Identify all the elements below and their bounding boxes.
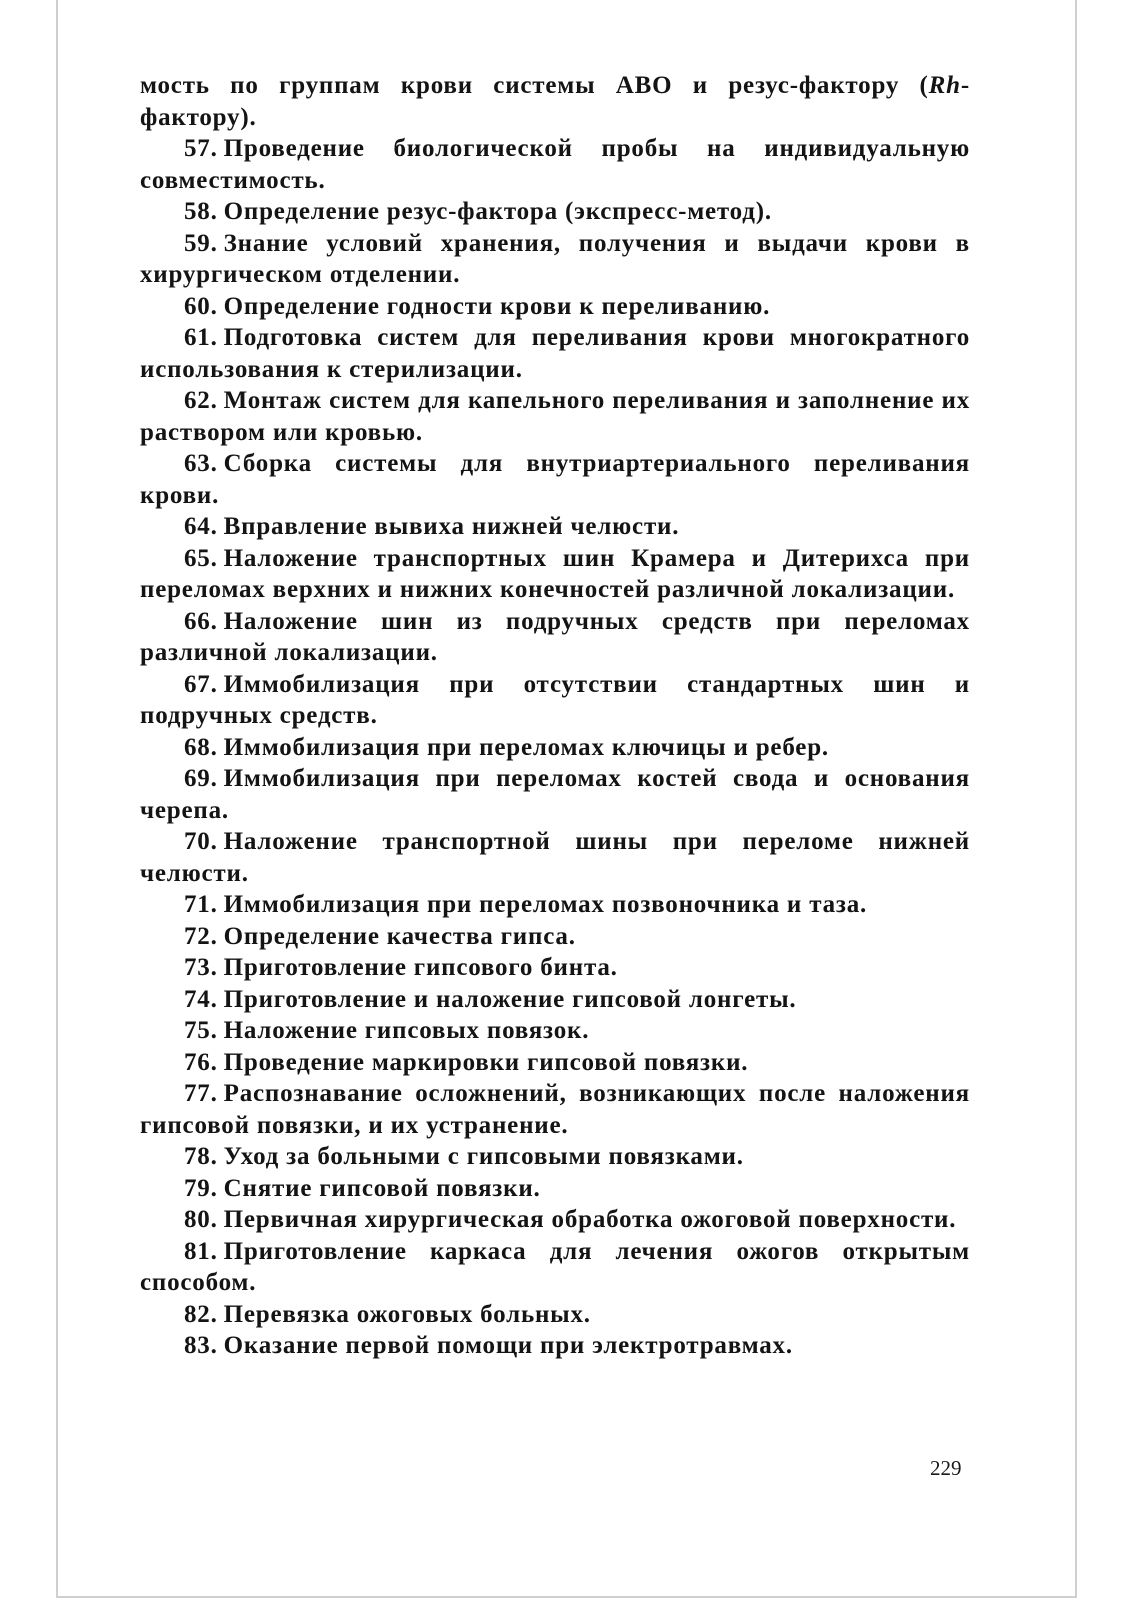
item-text: Иммобилизация при переломах ключицы и ребер.: [223, 733, 829, 761]
list-item: [140, 322, 970, 385]
item-number: 77.: [184, 1080, 218, 1107]
item-number: 83.: [184, 1332, 218, 1359]
item-text: Сборка системы для внутриартериального переливания крови.: [140, 450, 970, 509]
item-number: 74.: [184, 985, 218, 1013]
item-number: 60.: [184, 292, 218, 320]
item-text: Наложение транспортной шины при переломе нижней челюсти.: [140, 828, 970, 887]
list-item: [140, 133, 970, 196]
continuation-text-before: мость по группам крови системы АВО и резус-фактору (: [140, 72, 929, 99]
item-number: 57.: [184, 135, 218, 162]
item-text: Определение годности крови к переливанию.: [223, 292, 771, 320]
list-item: [140, 732, 970, 764]
item-text: Вправление вывиха нижней челюсти.: [223, 513, 680, 540]
item-text: Приготовление гипсового бинта.: [223, 954, 618, 981]
rh-factor-term: Rh: [928, 72, 961, 99]
item-number: 70.: [184, 828, 218, 855]
list-item: [140, 1015, 970, 1047]
list-item: [140, 228, 970, 291]
item-number: 58.: [184, 198, 218, 225]
item-text: Наложение гипсовых повязок.: [223, 1017, 590, 1044]
list-item: [140, 511, 970, 543]
item-number: 72.: [184, 922, 218, 950]
item-number: 82.: [184, 1300, 218, 1328]
list-item: [140, 1173, 970, 1205]
item-text: Определение качества гипса.: [223, 922, 576, 950]
list-item: [140, 984, 970, 1016]
item-number: 68.: [184, 733, 218, 761]
item-text: Проведение биологической пробы на индивидуальную совместимость.: [140, 135, 970, 194]
item-number: 76.: [184, 1048, 218, 1076]
list-item: [140, 291, 970, 323]
item-number: 80.: [184, 1206, 218, 1233]
item-number: 65.: [184, 544, 218, 572]
continuation-text-after: -фактору).: [140, 72, 970, 131]
item-number: 73.: [184, 954, 218, 981]
item-text: Оказание первой помощи при электротравмах.: [223, 1332, 793, 1359]
list-item: [140, 921, 970, 953]
item-number: 59.: [184, 229, 218, 257]
list-item: [140, 1330, 970, 1362]
item-text: Приготовление каркаса для лечения ожогов открытым способом.: [140, 1237, 970, 1296]
page-number: 229: [930, 1456, 962, 1480]
item-number: 75.: [184, 1017, 218, 1044]
list-item: [140, 448, 970, 511]
text-block: [140, 70, 970, 1362]
item-text: Иммобилизация при переломах позвоночника и таза.: [223, 891, 868, 918]
item-number: 67.: [184, 670, 218, 698]
list-item: [140, 952, 970, 984]
item-text: Знание условий хранения, получения и выдачи крови в хирургическом отделении.: [140, 229, 970, 288]
item-number: 78.: [184, 1143, 218, 1170]
list-item: [140, 606, 970, 669]
list-item: [140, 1236, 970, 1299]
item-text: Уход за больными с гипсовыми повязками.: [223, 1143, 744, 1170]
list-item: [140, 889, 970, 921]
item-number: 69.: [184, 765, 218, 792]
item-number: 79.: [184, 1174, 218, 1202]
item-number: 61.: [184, 324, 218, 351]
list-item: [140, 196, 970, 228]
item-number: 64.: [184, 513, 218, 540]
item-number: 71.: [184, 891, 218, 918]
items-list: [140, 133, 970, 1362]
item-text: Подготовка систем для переливания крови многократного использования к стерилизации.: [140, 324, 970, 383]
continuation-paragraph: [140, 70, 970, 133]
item-text: Приготовление и наложение гипсовой лонгеты.: [223, 985, 797, 1013]
item-text: Проведение маркировки гипсовой повязки.: [223, 1048, 749, 1076]
item-text: Распознавание осложнений, возникающих после наложения гипсовой повязки, и их устранение.: [140, 1080, 970, 1139]
list-item: [140, 763, 970, 826]
item-text: Наложение транспортных шин Крамера и Дитерихса при переломах верхних и нижних конечностей различной локализации.: [140, 544, 970, 603]
item-number: 66.: [184, 607, 218, 635]
item-number: 81.: [184, 1237, 218, 1265]
list-item: [140, 1047, 970, 1079]
item-text: Наложение шин из подручных средств при переломах различной локализации.: [140, 607, 970, 666]
item-text: Определение резус-фактора (экспресс-метод).: [223, 198, 772, 225]
item-text: Снятие гипсовой повязки.: [223, 1174, 541, 1202]
item-text: Иммобилизация при переломах костей свода и основания черепа.: [140, 765, 970, 824]
list-item: [140, 385, 970, 448]
item-text: Монтаж систем для капельного переливания и заполнение их раствором или кровью.: [140, 387, 970, 446]
list-item: [140, 1299, 970, 1331]
list-item: [140, 669, 970, 732]
list-item: [140, 1078, 970, 1141]
item-number: 62.: [184, 387, 218, 414]
list-item: [140, 826, 970, 889]
list-item: [140, 1141, 970, 1173]
item-text: Первичная хирургическая обработка ожоговой поверхности.: [223, 1206, 957, 1233]
list-item: [140, 1204, 970, 1236]
item-number: 63.: [184, 450, 218, 477]
item-text: Перевязка ожоговых больных.: [223, 1300, 591, 1328]
list-item: [140, 543, 970, 606]
item-text: Иммобилизация при отсутствии стандартных шин и подручных средств.: [140, 670, 970, 729]
